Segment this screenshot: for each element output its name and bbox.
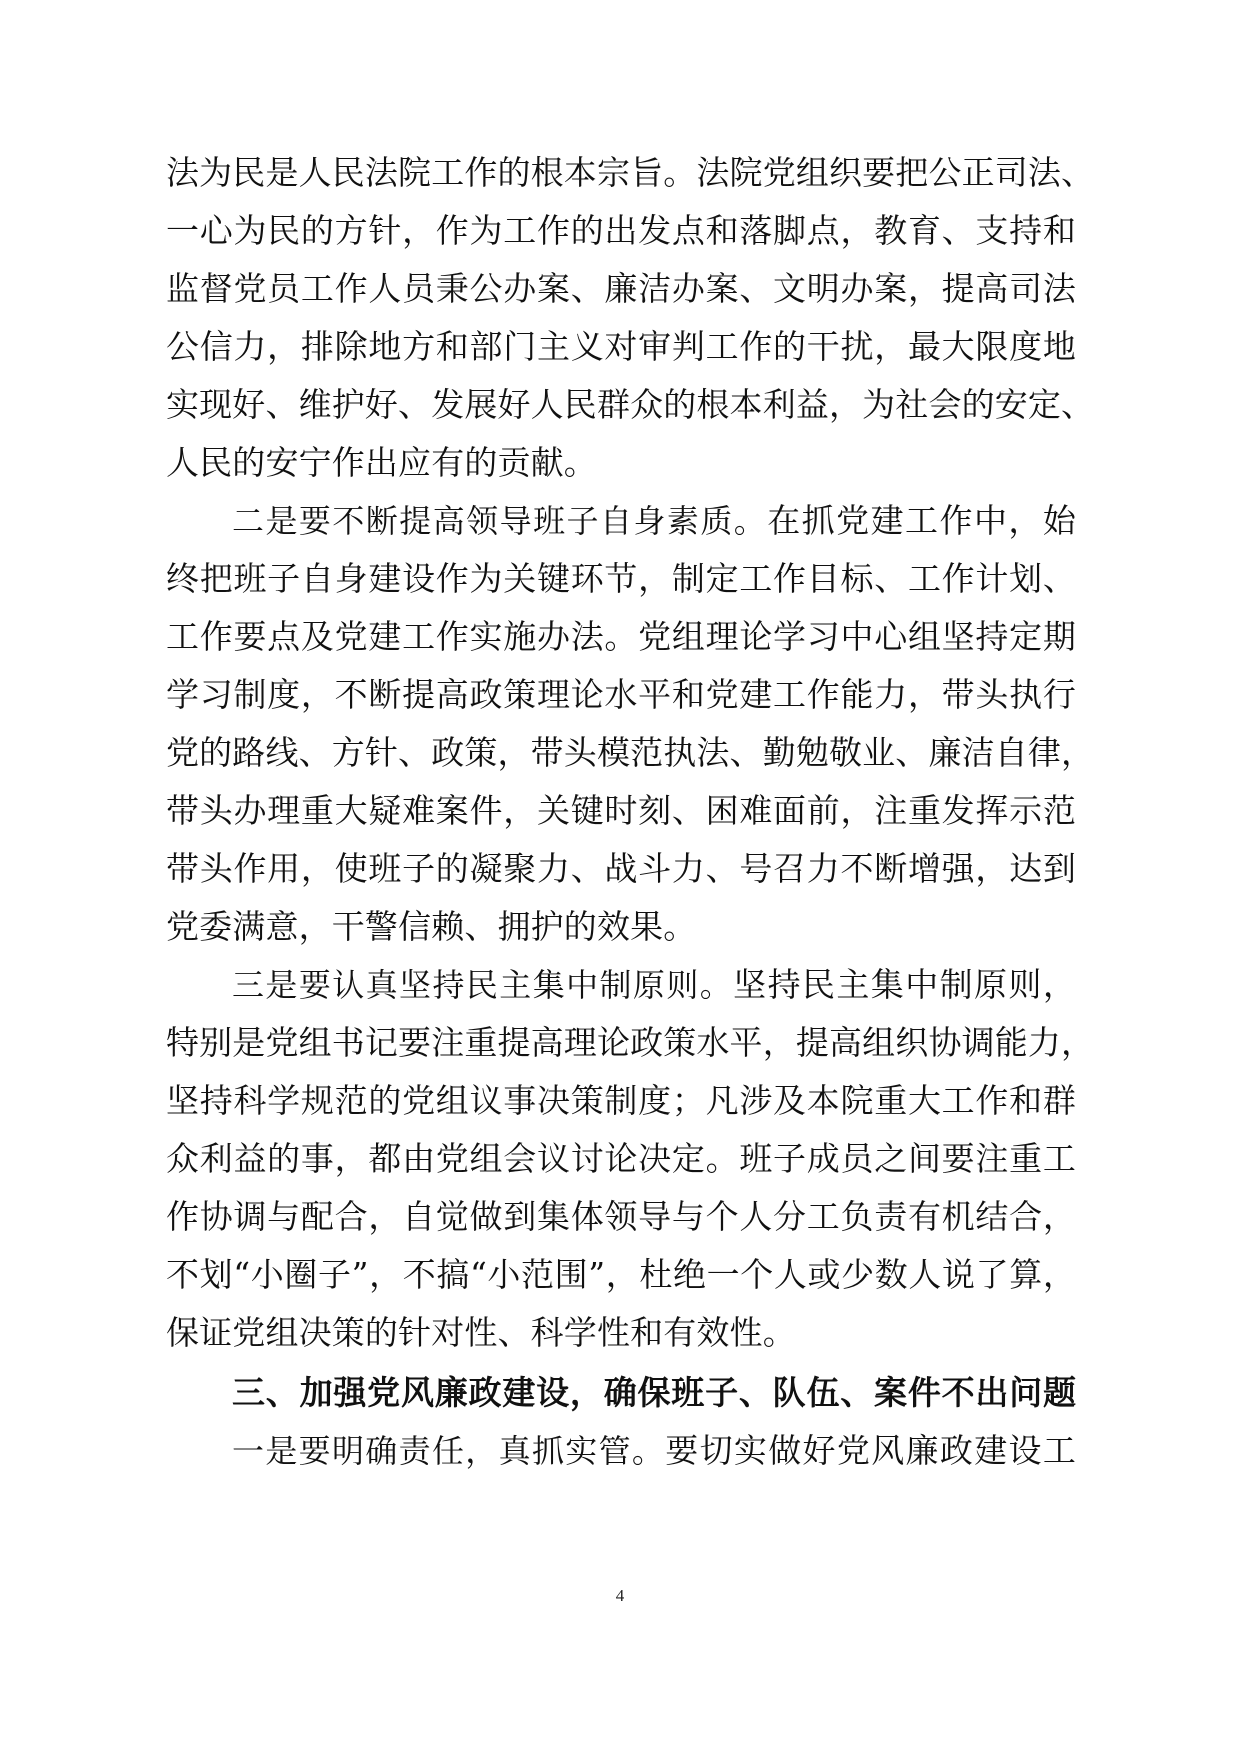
- paragraph-2-line-8: 党委满意，干警信赖、拥护的效果。: [166, 907, 697, 946]
- paragraph-2-line-5: 党的路线、方针、政策，带头模范执法、勤勉敬业、廉洁自律，: [166, 733, 1095, 772]
- paragraph-3-first-line-rest: 坚持民主集中制原则，: [733, 965, 1076, 1004]
- paragraph-3-first-line: [232, 956, 1076, 1014]
- paragraph-2-lead: 二是要不断提高领导班子自身素质。: [232, 502, 768, 540]
- paragraph-3-line-3: 坚持科学规范的党组议事决策制度；凡涉及本院重大工作和群: [166, 1081, 1076, 1120]
- paragraph-1-line-5: 实现好、维护好、发展好人民群众的根本利益，为社会的安定、: [166, 385, 1095, 424]
- paragraph-2-line-4: 学习制度，不断提高政策理论水平和党建工作能力，带头执行: [166, 675, 1076, 714]
- paragraph-1-line-4: 公信力，排除地方和部门主义对审判工作的干扰，最大限度地: [166, 327, 1076, 366]
- paragraph-1-line-3: 监督党员工作人员秉公办案、廉洁办案、文明办案，提高司法: [166, 269, 1076, 308]
- paragraph-4-lead: 一是要明确责任，真抓实管。: [232, 1432, 666, 1470]
- paragraph-2-first-line-rest: 在抓党建工作中，始: [767, 501, 1076, 540]
- paragraph-2-line-6: 带头办理重大疑难案件，关键时刻、困难面前，注重发挥示范: [166, 791, 1076, 830]
- paragraph-1-line-1: 法为民是人民法院工作的根本宗旨。法院党组织要把公正司法、: [166, 153, 1095, 192]
- paragraph-3-lead: 三是要认真坚持民主集中制原则。: [232, 966, 734, 1004]
- paragraph-3-line-6: 不划“小圈子”，不搞“小范围”，杜绝一个人或少数人说了算，: [166, 1255, 1076, 1294]
- paragraph-2-line-2: 终把班子自身建设作为关键环节，制定工作目标、工作计划、: [166, 559, 1076, 598]
- paragraph-2-first-line: [232, 492, 1076, 550]
- paragraph-3-line-5: 作协调与配合，自觉做到集体领导与个人分工负责有机结合，: [166, 1197, 1076, 1236]
- paragraph-3-line-4: 众利益的事，都由党组会议讨论决定。班子成员之间要注重工: [166, 1139, 1076, 1178]
- paragraph-3-line-7: 保证党组决策的针对性、科学性和有效性。: [166, 1313, 796, 1352]
- section-heading: 三、加强党风廉政建设，确保班子、队伍、案件不出问题: [232, 1373, 1076, 1412]
- paragraph-4-first-line-rest: 要切实做好党风廉政建设工: [665, 1431, 1076, 1470]
- paragraph-1-line-2: 一心为民的方针，作为工作的出发点和落脚点，教育、支持和: [166, 211, 1076, 250]
- paragraph-2-line-3: 工作要点及党建工作实施办法。党组理论学习中心组坚持定期: [166, 617, 1076, 656]
- paragraph-2-line-7: 带头作用，使班子的凝聚力、战斗力、号召力不断增强，达到: [166, 849, 1076, 888]
- page-number: 4: [615, 1586, 625, 1605]
- paragraph-3-line-2: 特别是党组书记要注重提高理论政策水平，提高组织协调能力，: [166, 1023, 1095, 1062]
- paragraph-4-first-line: [232, 1422, 1076, 1480]
- paragraph-1-line-6: 人民的安宁作出应有的贡献。: [166, 443, 597, 482]
